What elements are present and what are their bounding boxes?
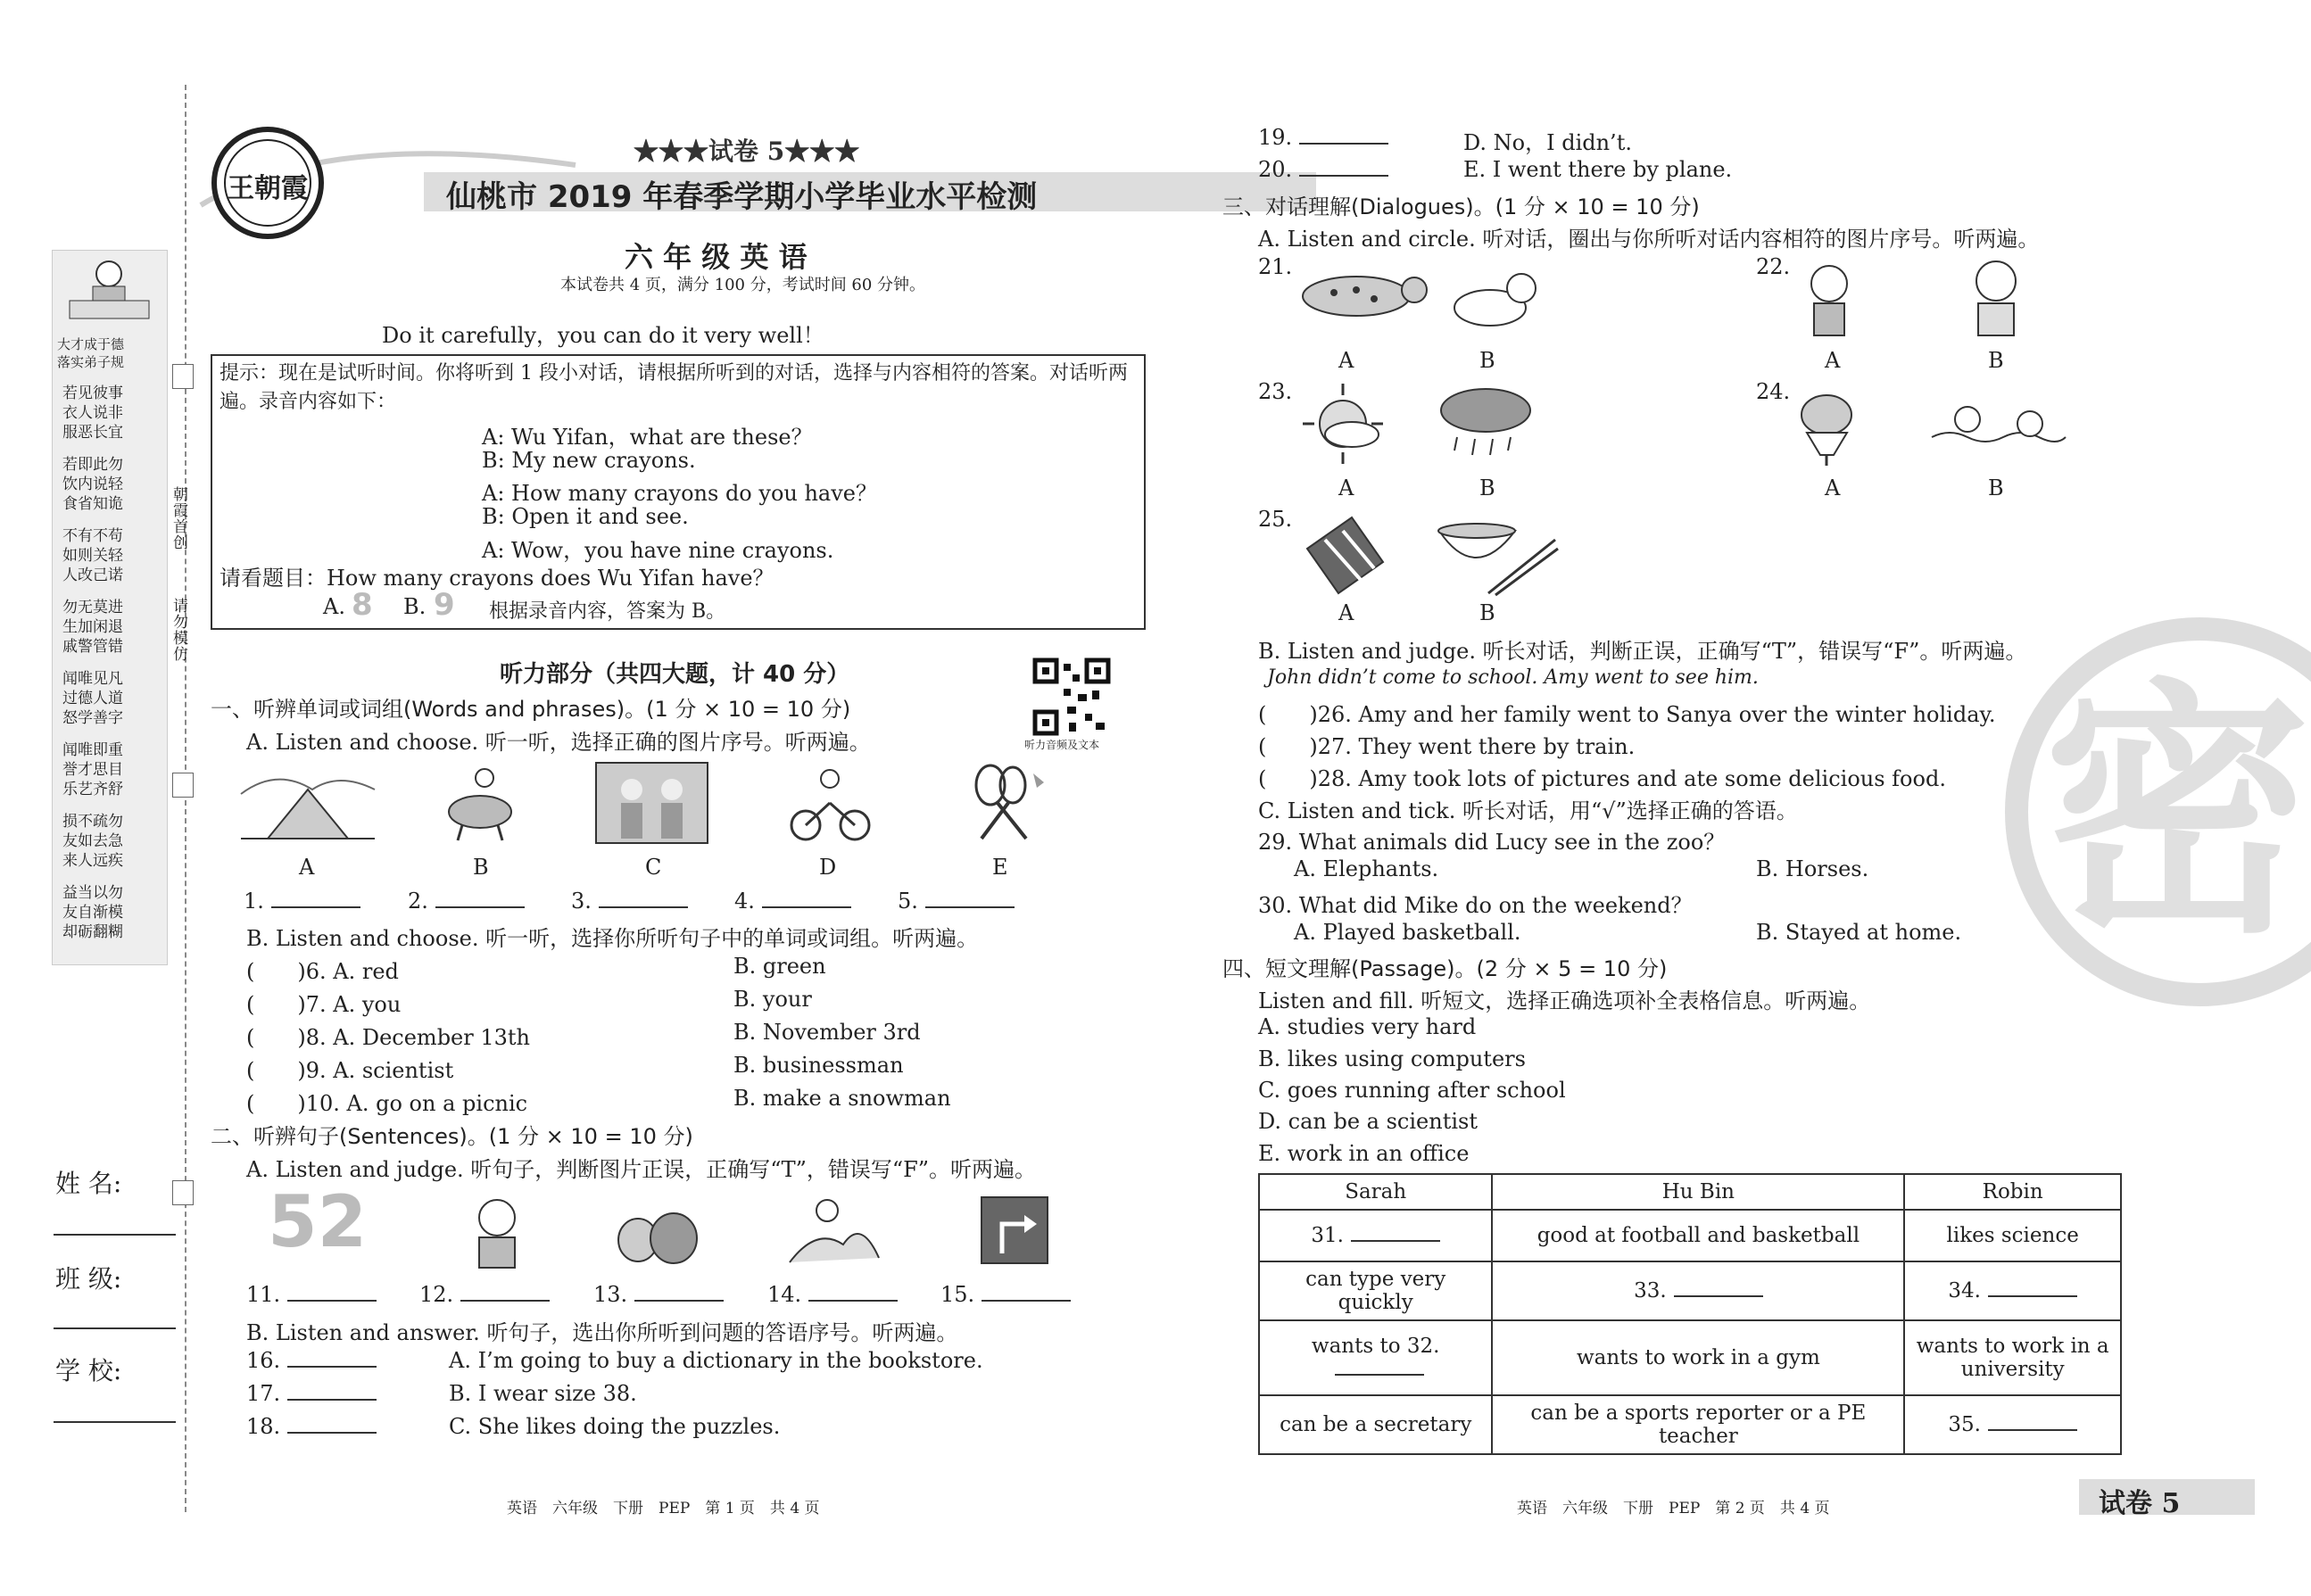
qr-caption: 听力音频及文本 [1024, 739, 1100, 751]
example-answer: 根据录音内容，答案为 B。 [489, 600, 726, 623]
answer-e: E. I went there by plane. [1463, 157, 1733, 182]
q1: 1. [244, 889, 360, 914]
pic-label-d: D [819, 855, 837, 880]
table-header: Hu Bin [1492, 1174, 1904, 1210]
table-cell: likes science [1904, 1210, 2121, 1261]
passage-table [1258, 1173, 2122, 1455]
answer-blank-33[interactable] [1674, 1294, 1763, 1297]
q10-b: B. make a snowman [733, 1086, 951, 1111]
part3-c-instruction: C. Listen and tick. 听长对话，用“√”选择正确的答语。 [1258, 798, 1798, 823]
answer-blank-5[interactable] [925, 906, 1015, 908]
q8[interactable]: ( )8. A. December 13th [246, 1025, 530, 1050]
encouragement: Do it carefully，you can do it very well！ [382, 323, 824, 348]
q26[interactable]: ( )26. Amy and her family went to Sanya over the winter holiday. [1258, 702, 1996, 727]
rainy-icon[interactable] [1435, 384, 1537, 468]
q21-label: 21. [1258, 254, 1293, 279]
ice-cream-icon[interactable] [1793, 384, 1860, 468]
answer-d: D. No，I didn’t. [1463, 130, 1632, 155]
rules-row: 益当以勿 [62, 884, 123, 902]
rules-row: 不有不苟 [62, 527, 123, 545]
part4-title: 四、短文理解(Passage)。(2 分 × 5 = 10 分) [1222, 956, 1668, 981]
table-header: Robin [1904, 1174, 2121, 1210]
angry-boy-icon[interactable] [1798, 259, 1860, 339]
q28[interactable]: ( )28. Amy took lots of pictures and ate some delicious food. [1258, 766, 1946, 791]
exam-title: 仙桃市 2019 年春季学期小学毕业水平检测 [446, 179, 1038, 215]
part1-a-instruction: A. Listen and choose. 听一听，选择正确的图片序号。听两遍。 [246, 730, 871, 755]
q6[interactable]: ( )6. A. red [246, 959, 399, 984]
example-choice-a: A. [323, 594, 345, 619]
bowl-chopsticks-icon[interactable] [1435, 513, 1560, 598]
binding-marker-3 [172, 1180, 194, 1205]
example-choice-b: B. [403, 594, 427, 619]
example-dialogue-5: A: Wow，you have nine crayons. [482, 538, 834, 563]
name-field[interactable] [54, 1234, 176, 1236]
climbing-icon [790, 1191, 879, 1267]
answer-blank-15[interactable] [982, 1299, 1071, 1302]
q15: 15. [940, 1282, 1071, 1307]
answer-blank-1[interactable] [271, 906, 360, 908]
answer-blank-18[interactable] [287, 1431, 377, 1434]
q27[interactable]: ( )27. They went there by train. [1258, 734, 1636, 759]
answer-blank-11[interactable] [287, 1299, 377, 1302]
footer-right: 英语 六年级 下册 PEP 第 2 页 共 4 页 [1517, 1500, 1830, 1517]
part2-title: 二、听辨句子(Sentences)。(1 分 × 10 = 10 分) [211, 1124, 693, 1149]
example-dialogue-4: B: Open it and see. [482, 504, 689, 529]
q24-a[interactable]: A [1825, 475, 1841, 500]
rules-row: 怒学善字 [62, 709, 123, 727]
number-52-icon: 52 [268, 1180, 368, 1263]
binding-text-1: 朝霞首创 [170, 486, 187, 550]
answer-blank-17[interactable] [287, 1398, 377, 1401]
secret-stamp-text: 密 [2043, 654, 2311, 969]
rules-row: 人改己诺 [62, 566, 123, 584]
answer-blank-2[interactable] [435, 906, 525, 908]
q13: 13. [593, 1282, 724, 1307]
table-cell: wants to work in a gym [1492, 1320, 1904, 1395]
q5: 5. [898, 889, 1015, 914]
q2: 2. [408, 889, 525, 914]
class-label: 班 级: [55, 1264, 122, 1294]
binding-marker-1 [172, 364, 194, 389]
example-tip: 提示：现在是试听时间。你将听到 1 段小对话，请根据所听到的对话，选择与内容相符的答案。对话听两遍。录音内容如下： [220, 362, 1128, 413]
name-label: 姓 名: [55, 1169, 122, 1198]
knife-fork-icon[interactable] [1298, 513, 1392, 598]
table-row [1259, 1210, 2121, 1261]
q23-label: 23. [1258, 379, 1293, 404]
pic-label-c: C [645, 855, 662, 880]
badminton-icon [964, 763, 1048, 843]
answer-blank-19[interactable] [1299, 142, 1388, 145]
table-header: Sarah [1259, 1174, 1492, 1210]
answer-blank-14[interactable] [808, 1299, 898, 1302]
q8-b: B. November 3rd [733, 1020, 921, 1045]
table-cell: can be a sports reporter or a PE teacher [1492, 1395, 1904, 1454]
table-cell[interactable]: 34. [1904, 1261, 2121, 1320]
q20: 20. [1258, 157, 1388, 182]
q3: 3. [571, 889, 688, 914]
q30: 30. What did Mike do on the weekend？ [1258, 893, 1693, 918]
answer-blank-3[interactable] [599, 906, 688, 908]
rules-row: 如则关轻 [62, 547, 123, 565]
q23-a[interactable]: A [1338, 475, 1354, 500]
part3-b-instruction: B. Listen and judge. 听长对话，判断正误，正确写“T”，错误写“F”。听两遍。 [1258, 639, 2027, 664]
q18: 18. [246, 1414, 377, 1439]
answer-c: C. She likes doing the puzzles. [449, 1414, 781, 1439]
part2-b-instruction: B. Listen and answer. 听句子，选出你所听到问题的答语序号。听两遍。 [246, 1320, 958, 1345]
table-cell: wants to work in a university [1904, 1320, 2121, 1395]
q17: 17. [246, 1381, 377, 1406]
part3-b-context: John didn’t come to school. Amy went to see him. [1267, 666, 1759, 689]
q22-b[interactable]: B [1988, 348, 2004, 373]
school-field[interactable] [54, 1421, 176, 1423]
rules-row: 闻唯见凡 [62, 670, 123, 688]
q23-b[interactable]: B [1479, 475, 1495, 500]
table-cell[interactable]: 31. [1259, 1210, 1492, 1261]
sidebar-motto-bottom: 落实弟子规 [57, 354, 125, 370]
q29-a[interactable]: A. Elephants. [1294, 856, 1439, 881]
people-photo-icon [596, 763, 708, 843]
rules-row: 却砺翻糊 [62, 923, 123, 941]
qr-code-icon[interactable] [1033, 658, 1110, 735]
answer-blank-20[interactable] [1299, 174, 1388, 177]
leopard-icon[interactable] [1289, 259, 1437, 335]
q9-b: B. businessman [733, 1053, 904, 1078]
example-digit-9-icon: 9 [434, 587, 455, 623]
footer-badge: 试卷 5 [2099, 1488, 2181, 1519]
footer-left: 英语 六年级 下册 PEP 第 1 页 共 4 页 [507, 1500, 820, 1517]
q22-label: 22. [1756, 254, 1791, 279]
q7-b: B. your [733, 987, 812, 1012]
answer-blank-16[interactable] [287, 1365, 377, 1368]
rules-row: 勿无莫进 [62, 599, 123, 616]
part4-instruction: Listen and fill. 听短文，选择正确选项补全表格信息。听两遍。 [1258, 988, 1871, 1013]
q30-b[interactable]: B. Stayed at home. [1756, 920, 1962, 945]
binding-dashed-line [185, 85, 186, 1512]
rules-row: 友如去急 [62, 832, 123, 850]
turn-right-sign-icon [980, 1195, 1049, 1265]
table-row [1259, 1320, 2121, 1395]
q6-b: B. green [733, 954, 826, 979]
q29: 29. What animals did Lucy see in the zoo？ [1258, 830, 1726, 855]
rules-row: 损不疏勿 [62, 813, 123, 831]
fruit-icon [611, 1195, 700, 1267]
sidebar-figure-icon [62, 254, 156, 335]
pic-label-b: B [473, 855, 489, 880]
part2-a-instruction: A. Listen and judge. 听句子，判断图片正误，正确写“T”，错误写“F”。听两遍。 [246, 1157, 1037, 1182]
school-label: 学 校: [55, 1356, 122, 1385]
rules-row: 服恶长宜 [62, 424, 123, 442]
pic-label-a: A [299, 855, 315, 880]
option-e: E. work in an office [1258, 1141, 1470, 1166]
table-cell: can be a secretary [1259, 1395, 1492, 1454]
rules-row: 若见彼事 [62, 385, 123, 402]
paper-label: ★★★试卷 5★★★ [634, 136, 860, 166]
q30-a[interactable]: A. Played basketball. [1294, 920, 1521, 945]
answer-blank-31[interactable] [1351, 1239, 1440, 1242]
answer-blank-34[interactable] [1988, 1294, 2077, 1297]
table-cell[interactable]: 33. [1492, 1261, 1904, 1320]
crying-girl-icon[interactable] [1959, 254, 2034, 339]
table-cell[interactable]: wants to 32. [1259, 1320, 1492, 1395]
camping-tent-icon [241, 758, 375, 843]
rules-row: 来人远疾 [62, 852, 123, 870]
table-row [1259, 1395, 2121, 1454]
swimming-icon[interactable] [1932, 384, 2066, 464]
table-row [1259, 1261, 2121, 1320]
sick-girl-icon [464, 1191, 531, 1271]
answer-b: B. I wear size 38. [449, 1381, 637, 1406]
q29-b[interactable]: B. Horses. [1756, 856, 1869, 881]
q24-label: 24. [1756, 379, 1791, 404]
q19: 19. [1258, 125, 1388, 150]
listening-section-title: 听力部分（共四大题，计 40 分） [500, 661, 850, 688]
q25-label: 25. [1258, 507, 1293, 532]
class-field[interactable] [54, 1327, 176, 1329]
answer-blank-35[interactable] [1988, 1428, 2077, 1431]
exam-subject: 六 年 级 英 语 [625, 240, 808, 274]
rules-row: 食省知诡 [62, 495, 123, 513]
example-dialogue-2: B: My new crayons. [482, 448, 696, 473]
example-dialogue-1: A: Wu Yifan，what are these？ [482, 425, 813, 450]
table-cell: good at football and basketball [1492, 1210, 1904, 1261]
part3-a-instruction: A. Listen and circle. 听对话，圈出与你所听对话内容相符的图片序号。听两遍。 [1258, 227, 2040, 252]
answer-blank-32[interactable] [1335, 1373, 1424, 1376]
q14: 14. [767, 1282, 898, 1307]
q12: 12. [419, 1282, 550, 1307]
rules-row: 过德人道 [62, 690, 123, 707]
part1-title: 一、听辨单词或词组(Words and phrases)。(1 分 × 10 = 10 分) [211, 697, 851, 722]
q7[interactable]: ( )7. A. you [246, 992, 402, 1017]
example-question: 请看题目：How many crayons does Wu Yifan have？ [220, 566, 774, 591]
rules-row: 誉才思目 [62, 761, 123, 779]
answer-a: A. I’m going to buy a dictionary in the bookstore. [449, 1348, 983, 1373]
cycling-icon [783, 763, 877, 843]
q25-b[interactable]: B [1479, 600, 1495, 625]
rules-row: 衣人说非 [62, 404, 123, 422]
example-digit-8-icon: 8 [352, 587, 373, 623]
q11: 11. [246, 1282, 377, 1307]
q16: 16. [246, 1348, 377, 1373]
q10[interactable]: ( )10. A. go on a picnic [246, 1091, 528, 1116]
answer-blank-12[interactable] [460, 1299, 550, 1302]
sidebar-rules [62, 384, 161, 942]
table-cell: can type very quickly [1259, 1261, 1492, 1320]
sidebar-motto-top: 大才成于德 [57, 336, 125, 352]
q9[interactable]: ( )9. A. scientist [246, 1058, 454, 1083]
rules-row: 饮内说轻 [62, 475, 123, 493]
binding-text-2: 请勿模仿 [170, 598, 187, 662]
option-a: A. studies very hard [1258, 1014, 1477, 1039]
sunny-cloudy-icon[interactable] [1298, 379, 1392, 468]
q24-b[interactable]: B [1988, 475, 2004, 500]
answer-blank-4[interactable] [762, 906, 851, 908]
binding-marker-2 [172, 773, 194, 798]
rules-row: 友自渐模 [62, 904, 123, 922]
horse-riding-icon [435, 758, 525, 843]
option-d: D. can be a scientist [1258, 1109, 1478, 1134]
table-header-row [1259, 1174, 2121, 1210]
option-b: B. likes using computers [1258, 1046, 1526, 1071]
example-dialogue-3: A: How many crayons do you have？ [482, 481, 878, 506]
option-c: C. goes running after school [1258, 1078, 1566, 1103]
q21-a[interactable]: A [1338, 348, 1354, 373]
answer-blank-13[interactable] [634, 1299, 724, 1302]
rules-row: 戚警管错 [62, 638, 123, 656]
q22-a[interactable]: A [1825, 348, 1841, 373]
q21-b[interactable]: B [1479, 348, 1495, 373]
rules-row: 闻唯即重 [62, 741, 123, 759]
rules-row: 生加闲退 [62, 618, 123, 636]
part3-title: 三、对话理解(Dialogues)。(1 分 × 10 = 10 分) [1222, 194, 1700, 219]
exam-info: 本试卷共 4 页，满分 100 分，考试时间 60 分钟。 [560, 276, 926, 294]
rules-row: 若即此勿 [62, 456, 123, 474]
table-cell[interactable]: 35. [1904, 1395, 2121, 1454]
dog-icon[interactable] [1441, 263, 1544, 339]
part1-b-instruction: B. Listen and choose. 听一听，选择你所听句子中的单词或词组。听两遍。 [246, 926, 979, 951]
pic-label-e: E [992, 855, 1008, 880]
q25-a[interactable]: A [1338, 600, 1354, 625]
logo-text: 王朝霞 [228, 173, 308, 204]
rules-row: 乐艺齐舒 [62, 781, 123, 798]
q4: 4. [734, 889, 851, 914]
